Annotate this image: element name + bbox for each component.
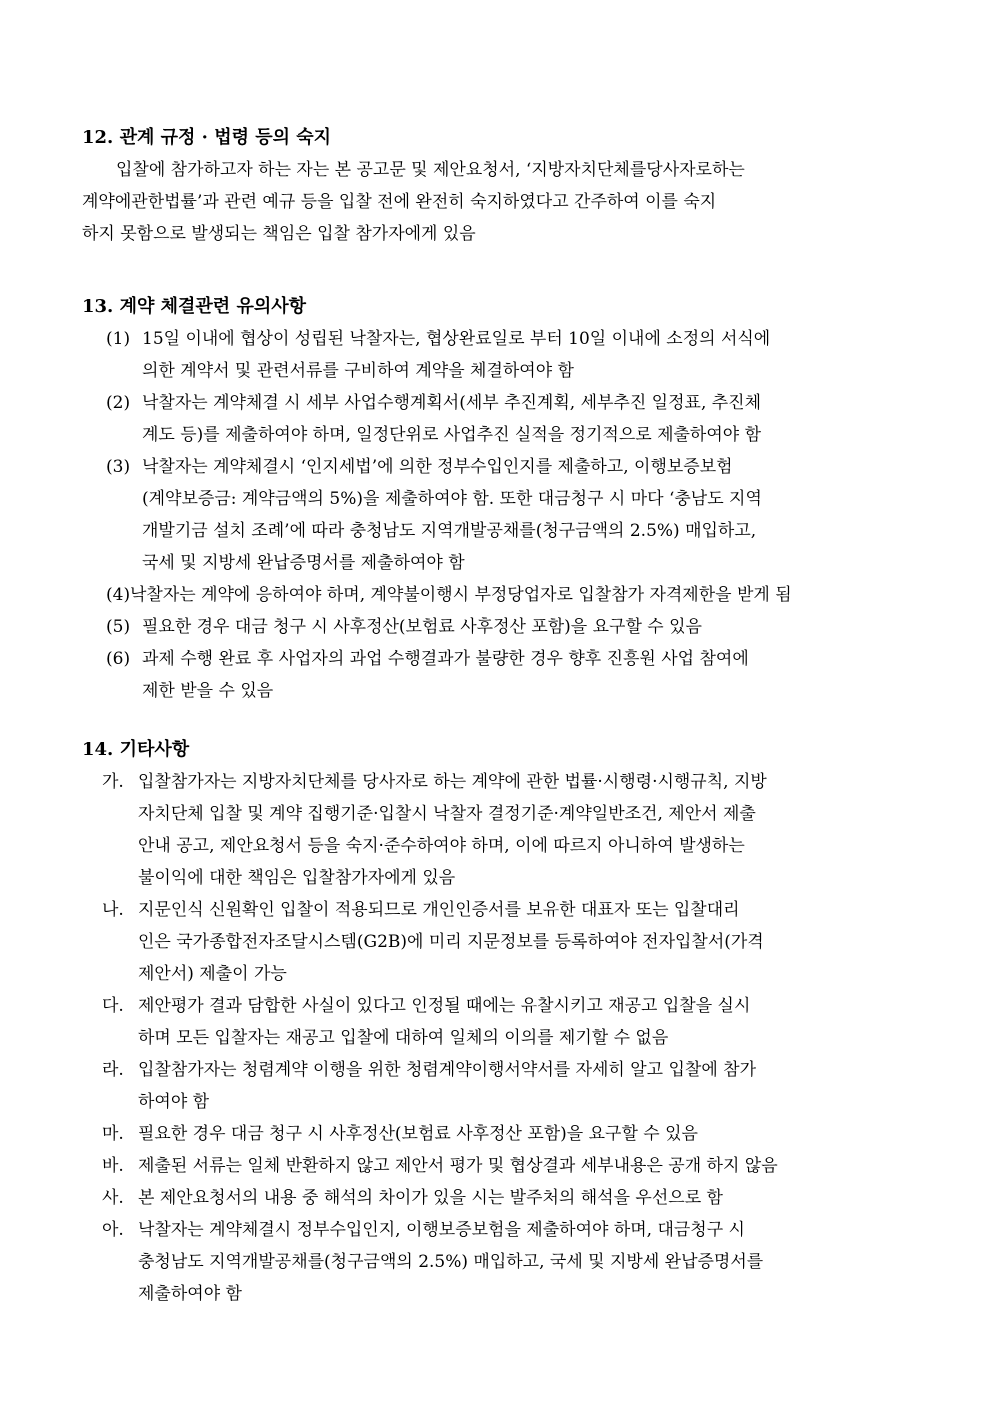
item-line: 15일 이내에 협상이 성립된 낙찰자는, 협상완료일로 부터 10일 이내에 소정의 서식에 [142, 329, 771, 349]
item-line: 개발기금 설치 조례’에 따라 충청남도 지역개발공채를(청구금액의 2.5%) 매입하고, [142, 521, 757, 541]
list-item [82, 1214, 912, 1310]
item-line: 제안평가 결과 담합한 사실이 있다고 인정될 때에는 유찰시키고 재공고 입찰을 실시 [138, 996, 751, 1016]
section-12 [82, 122, 912, 250]
item-line: 입찰참가자는 청렴계약 이행을 위한 청렴계약이행서약서를 자세히 알고 입찰에 참가 [138, 1060, 756, 1080]
item-line: 제한 받을 수 있음 [142, 681, 274, 701]
list-item [82, 1182, 912, 1214]
list-item [82, 894, 912, 990]
item-marker: (5) [106, 617, 131, 637]
item-line: 낙찰자는 계약체결 시 세부 사업수행계획서(세부 추진계획, 세부추진 일정표, 추진체 [142, 393, 762, 413]
item-line: 낙찰자는 계약에 응하여야 하며, 계약불이행시 부정당업자로 입찰참가 자격제한을 받게 됨 [130, 585, 792, 605]
item-line: 필요한 경우 대금 청구 시 사후정산(보험료 사후정산 포함)을 요구할 수 있음 [142, 617, 702, 637]
item-line: 국세 및 지방세 완납증명서를 제출하여야 함 [142, 553, 465, 573]
item-line: 자치단체 입찰 및 계약 집행기준·입찰시 낙찰자 결정기준·계약일반조건, 제안서 제출 [138, 804, 756, 824]
item-marker: (4) [106, 585, 131, 605]
list-item [82, 1054, 912, 1118]
section-14 [82, 734, 912, 1310]
item-marker: (1) [106, 329, 131, 349]
item-line: 의한 계약서 및 관련서류를 구비하여 계약을 체결하여야 함 [142, 361, 574, 381]
item-marker: 나. [102, 900, 124, 920]
item-marker: 가. [102, 772, 124, 792]
item-line: 과제 수행 완료 후 사업자의 과업 수행결과가 불량한 경우 향후 진흥원 사업 참여에 [142, 649, 749, 669]
body-line [82, 154, 912, 186]
section-14-heading: 14. 기타사항 [82, 739, 190, 760]
list-item [82, 766, 912, 894]
item-line: 본 제안요청서의 내용 중 해석의 차이가 있을 시는 발주처의 해석을 우선으로 함 [138, 1188, 723, 1208]
item-line: 하여야 함 [138, 1092, 210, 1112]
item-line: 지문인식 신원확인 입찰이 적용되므로 개인인증서를 보유한 대표자 또는 입찰대리 [138, 900, 740, 920]
item-marker: 라. [102, 1060, 124, 1080]
section-12-heading: 12. 관계 규정 · 법령 등의 숙지 [82, 127, 332, 148]
body-line-text: 입찰에 참가하고자 하는 자는 본 공고문 및 제안요청서, ‘지방자치단체를당사자로하는 [116, 160, 745, 180]
list-item [82, 611, 912, 643]
list-item [82, 387, 912, 451]
item-marker: (3) [106, 457, 131, 477]
item-line: (계약보증금: 계약금액의 5%)을 제출하여야 함. 또한 대금청구 시 마다 ‘충남도 지역 [142, 489, 762, 509]
list-item [82, 579, 912, 611]
item-line: 제출된 서류는 일체 반환하지 않고 제안서 평가 및 협상결과 세부내용은 공개 하지 않음 [138, 1156, 778, 1176]
item-line: 하며 모든 입찰자는 재공고 입찰에 대하여 일체의 이의를 제기할 수 없음 [138, 1028, 669, 1048]
item-line: 충청남도 지역개발공채를(청구금액의 2.5%) 매입하고, 국세 및 지방세 완납증명서를 [138, 1252, 764, 1272]
item-line: 낙찰자는 계약체결시 정부수입인지, 이행보증보험을 제출하여야 하며, 대금청구 시 [138, 1220, 745, 1240]
item-line: 제안서) 제출이 가능 [138, 964, 287, 984]
item-line: 안내 공고, 제안요청서 등을 숙지·준수하여야 하며, 이에 따르지 아니하여 발생하는 [138, 836, 745, 856]
list-item [82, 451, 912, 579]
item-marker: 사. [102, 1188, 124, 1208]
item-marker: 바. [102, 1156, 124, 1176]
item-line: 필요한 경우 대금 청구 시 사후정산(보험료 사후정산 포함)을 요구할 수 있음 [138, 1124, 698, 1144]
body-line: 하지 못함으로 발생되는 책임은 입찰 참가자에게 있음 [82, 224, 476, 244]
section-12-body [82, 154, 912, 250]
item-line: 제출하여야 함 [138, 1284, 242, 1304]
item-line: 불이익에 대한 책임은 입찰참가자에게 있음 [138, 868, 456, 888]
item-line: 계도 등)를 제출하여야 하며, 일정단위로 사업추진 실적을 정기적으로 제출하여야 함 [142, 425, 762, 445]
item-marker: 아. [102, 1220, 124, 1240]
list-item [82, 990, 912, 1054]
list-item [82, 1150, 912, 1182]
section-13 [82, 291, 912, 707]
body-line: 계약에관한법률’과 관련 예규 등을 입찰 전에 완전히 숙지하였다고 간주하여 이를 숙지 [82, 192, 717, 212]
list-item [82, 643, 912, 707]
section-13-heading: 13. 계약 체결관련 유의사항 [82, 296, 306, 317]
list-item [82, 323, 912, 387]
item-marker: (2) [106, 393, 131, 413]
item-marker: (6) [106, 649, 131, 669]
item-line: 인은 국가종합전자조달시스템(G2B)에 미리 지문정보를 등록하여야 전자입찰서(가격 [138, 932, 764, 952]
item-marker: 마. [102, 1124, 124, 1144]
item-marker: 다. [102, 996, 124, 1016]
item-line: 낙찰자는 계약체결시 ‘인지세법’에 의한 정부수입인지를 제출하고, 이행보증보험 [142, 457, 733, 477]
list-item [82, 1118, 912, 1150]
item-line: 입찰참가자는 지방자치단체를 당사자로 하는 계약에 관한 법률·시행령·시행규칙, 지방 [138, 772, 767, 792]
